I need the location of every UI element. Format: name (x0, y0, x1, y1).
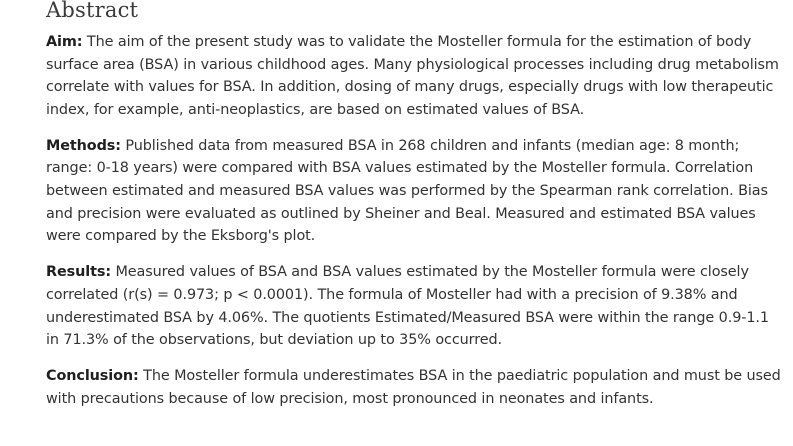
methods-section (46, 135, 781, 248)
aim-text: The aim of the present study was to validate the Mosteller formula for the estimation of body surface area (BSA) in various childhood ages. Many physiological processes including drug metabolism correlate with values for BSA. In addition, dosing of many drugs, especially drugs with low therapeutic index, for example, anti-neoplastics, are based on estimated values of BSA. (46, 34, 779, 118)
conclusion-text: The Mosteller formula underestimates BSA in the paediatric population and must be used with precautions because of low precision, most pronounced in neonates and infants. (46, 368, 781, 407)
methods-text: Published data from measured BSA in 268 children and infants (median age: 8 month; range: 0-18 years) were compared with BSA values estimated by the Mosteller formula. Correlation between estimated and measured BSA values was performed by the Spearman rank correlation. Bias and precision were evaluated as outlined by Sheiner and Beal. Measured and estimated BSA values were compared by the Eksborg's plot. (46, 137, 768, 245)
abstract-heading: Abstract (46, 0, 139, 22)
aim-section (46, 31, 781, 121)
aim-label: Aim: (46, 34, 83, 50)
results-text: Measured values of BSA and BSA values estimated by the Mosteller formula were closely correlated (r(s) = 0.973; p < 0.0001). The formula of Mosteller had with a precision of 9.38% and underestimated BSA by 4.06%. The quotients Estimated/Measured BSA were within the range 0.9-1.1 in 71.3% of the observations, but deviation up to 35% occurred. (46, 264, 769, 349)
methods-label: Methods: (46, 137, 121, 154)
results-label: Results: (46, 264, 111, 281)
results-section (46, 261, 781, 351)
conclusion-label: Conclusion: (46, 368, 139, 385)
conclusion-section (46, 365, 781, 410)
abstract-block (46, 0, 781, 424)
